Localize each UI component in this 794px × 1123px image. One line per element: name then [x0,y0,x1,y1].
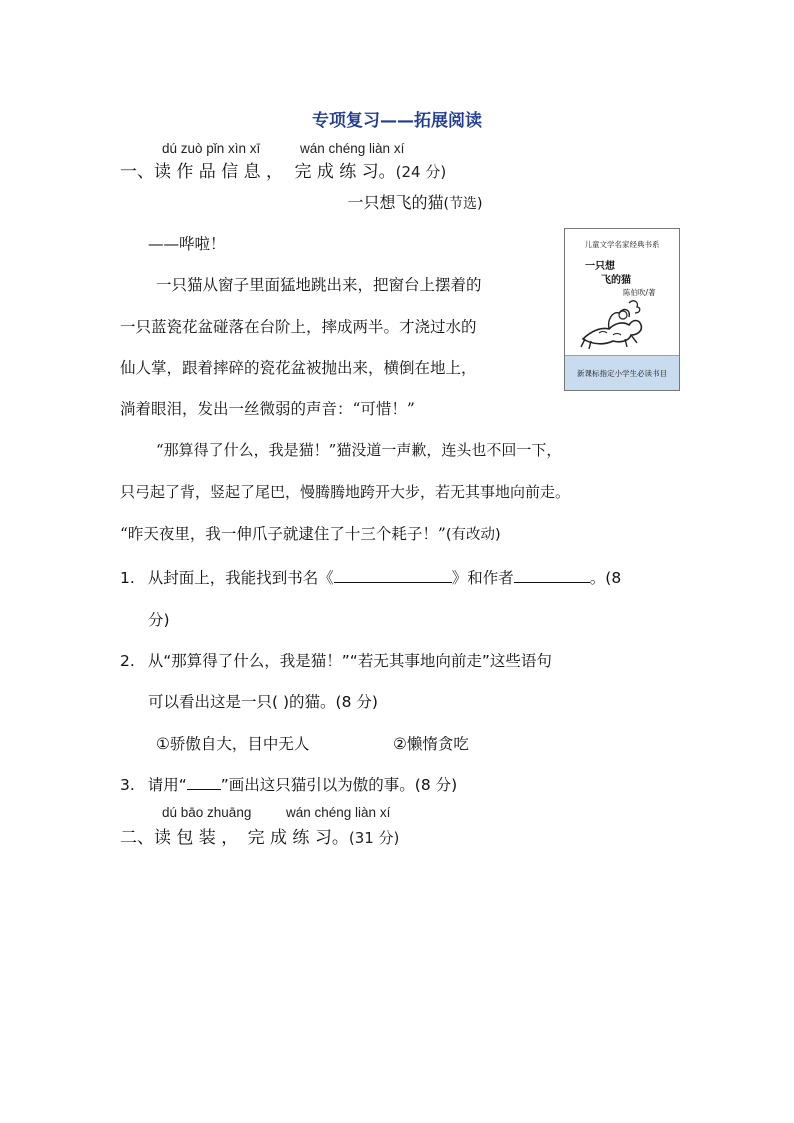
q2-text-a: 从“那算得了什么，我是猫！”“若无其事地向前走”这些语句 [147,652,552,670]
book-cover-image [564,228,680,391]
section1-label-b: 完 成 练 习 [294,162,379,182]
section2-suffix: 。 [331,828,349,848]
q3-underline-sample [187,773,221,790]
q1-author-blank[interactable] [514,566,590,583]
q1-number: 1. [120,569,135,587]
page-title: 专项复习——拓展阅读 [312,111,482,131]
question-1 [120,566,621,588]
story-line-5: 淌着眼泪，发出一丝微弱的声音：“可惜！” [120,400,415,418]
q1-text-d: 分) [148,611,170,629]
q2-number: 2. [120,652,135,670]
section2-pinyin-b: wán chéng liàn xí [286,805,391,820]
q2-option-2[interactable]: ②懒惰贪吃 [393,735,469,753]
cover-band-text: 新课标指定小学生必读书目 [577,369,667,378]
story-title-text: 一只想飞的猫 [347,193,444,212]
q3-text-a: 请用“ [147,776,187,794]
section2-pinyin-a: dú bāo zhuāng [162,805,252,820]
q2-text-b: 可以看出这是一只( )的猫。(8 分) [148,693,378,711]
section1-pinyin-b: wán chéng liàn xí [300,141,405,156]
q1-text-c: 。(8 [589,569,622,587]
cover-band [565,355,679,390]
section2-score: (31 分) [348,829,400,847]
story-line-1: ——哗啦！ [148,235,226,253]
story-line-7: 只弓起了背，竖起了尾巴，慢腾腾地跨开大步，若无其事地向前走。 [120,483,571,501]
story-line-8-text: “昨天夜里，我一伸爪子就逮住了十三个耗子！” [120,525,446,543]
story-title [0,190,794,213]
q3-number: 3. [120,776,135,794]
story-line-4: 仙人掌，跟着摔碎的瓷花盆被抛出来，横倒在地上， [120,359,477,377]
cover-title-line-1: 一只想 [585,261,615,272]
story-line-2: 一只猫从窗子里面猛地跳出来，把窗台上摆着的 [156,276,482,294]
question-3 [120,773,457,795]
cover-series: 儿童文学名家经典书系 [584,240,660,249]
question-2 [120,649,552,671]
section1-pinyin-a: dú zuò pǐn xìn xī [162,141,261,156]
q3-text-b: ”画出这只猫引以为傲的事。(8 分) [220,776,458,794]
story-line-8 [120,522,501,544]
section1-heading [120,157,446,182]
section2-label: 二、读 包 装 ， [120,828,239,848]
q2-option-1[interactable]: ①骄傲自大，目中无人 [156,735,310,753]
cover-title-line-2: 飞的猫 [601,275,631,286]
story-title-note: (节选) [443,196,483,212]
story-line-3: 一只蓝瓷花盆碰落在台阶上，摔成两半。才浇过水的 [120,318,477,336]
section1-suffix: 。 [378,162,396,182]
story-line-6: “那算得了什么，我是猫！”猫没道一声歉，连头也不回一下， [156,441,562,459]
q1-book-title-blank[interactable] [334,566,452,583]
section1-label: 一、读 作 品 信 息 ， [120,162,284,182]
q1-text-a: 从封面上，我能找到书名《 [147,569,334,587]
section2-heading [120,823,399,848]
q1-text-b: 》和作者 [451,569,514,587]
section2-label-b: 完 成 练 习 [247,828,332,848]
cover-author: 陈伯吹/著 [623,288,656,297]
cat-illustration-icon [579,297,649,353]
story-adapted-note: (有改动) [445,527,501,543]
section1-score: (24 分) [395,163,447,181]
